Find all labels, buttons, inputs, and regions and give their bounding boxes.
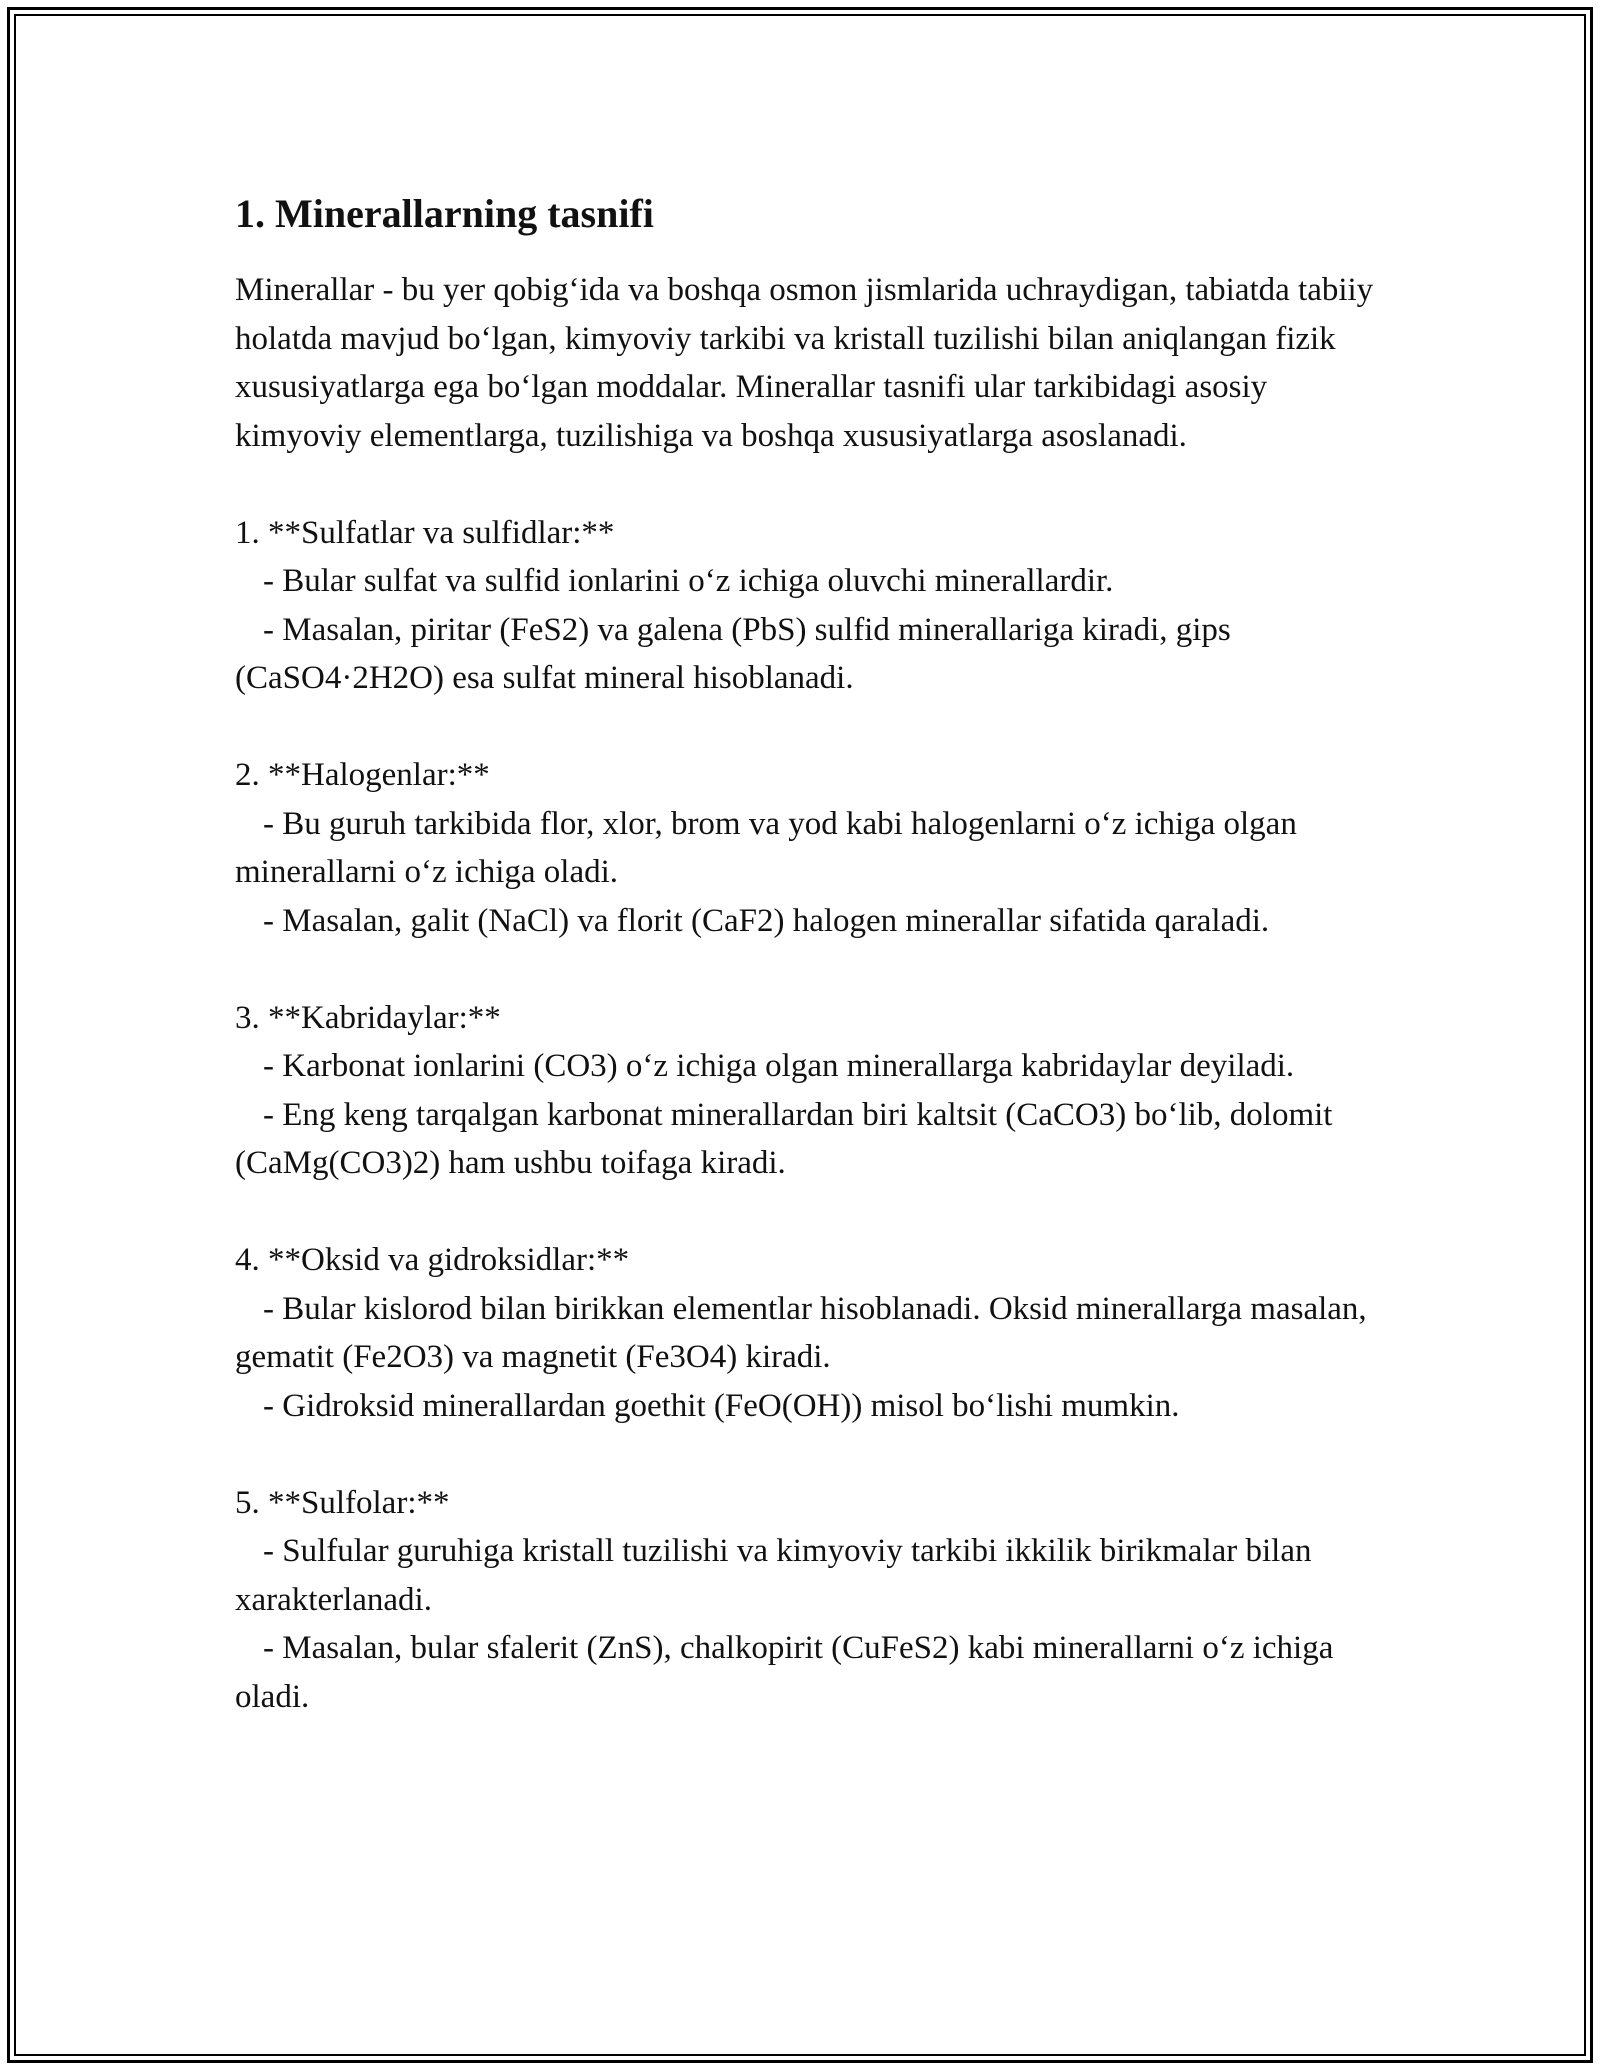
section-2 [235, 751, 1375, 945]
section-heading: 5. **Sulfolar:** [235, 1484, 450, 1521]
section-item: - Bu guruh tarkibida flor, xlor, brom va yod kabi halogenlarni o‘z ichiga olgan minerallarni o‘z ichiga oladi. [235, 805, 1297, 890]
section-heading: 4. **Oksid va gidroksidlar:** [235, 1242, 630, 1278]
section-5 [235, 1479, 1375, 1722]
spacer [235, 703, 1375, 752]
section-item: - Masalan, galit (NaCl) va florit (CaF2) halogen minerallar sifatida qaraladi. [263, 902, 1270, 939]
spacer [235, 460, 1375, 509]
section-item: - Bular sulfat va sulfid ionlarini o‘z ichiga oluvchi minerallardir. [263, 563, 1114, 599]
section-item: - Gidroksid minerallardan goethit (FeO(OH)) misol bo‘lishi mumkin. [263, 1387, 1180, 1424]
section-1 [235, 509, 1375, 703]
spacer [235, 1430, 1375, 1479]
intro-paragraph: Minerallar - bu yer qobig‘ida va boshqa osmon jismlarida uchraydigan, tabiatda tabiiy holatda mavjud bo‘lgan, kimyoviy tarkibi va kristall tuzilishi bilan aniqlangan fizik xususiyatlarga ega bo‘lgan moddalar. Minerallar tasnifi ular tarkibidagi asosiy kimyoviy elementlarga, tuzilishiga va boshqa xususiyatlarga asoslanadi. [235, 272, 1374, 454]
section-item: - Bular kislorod bilan birikkan elementlar hisoblanadi. Oksid minerallarga masalan, gematit (Fe2O3) va magnetit (Fe3O4) kiradi. [235, 1290, 1367, 1375]
section-item: - Karbonat ionlarini (CO3) o‘z ichiga olgan minerallarga kabridaylar deyiladi. [263, 1048, 1295, 1084]
spacer [235, 945, 1375, 994]
section-4 [235, 1236, 1375, 1430]
document-title: 1. Minerallarning tasnifi [235, 191, 654, 236]
section-heading: 1. **Sulfatlar va sulfidlar:** [235, 514, 615, 551]
section-item: - Eng keng tarqalgan karbonat minerallardan biri kaltsit (CaCO3) bo‘lib, dolomit (CaMg(CO3)2) ham ushbu toifaga kiradi. [235, 1096, 1333, 1181]
section-item: - Masalan, bular sfalerit (ZnS), chalkopirit (CuFeS2) kabi minerallarni o‘z ichiga oladi. [235, 1630, 1334, 1715]
section-heading: 3. **Kabridaylar:** [235, 999, 501, 1036]
section-item: - Sulfular guruhiga kristall tuzilishi va kimyoviy tarkibi ikkilik birikmalar bilan xarakterlanadi. [235, 1533, 1312, 1618]
section-heading: 2. **Halogenlar:** [235, 757, 490, 793]
document-body [235, 186, 1375, 1721]
section-3 [235, 994, 1375, 1188]
section-item: - Masalan, piritar (FeS2) va galena (PbS) sulfid minerallariga kiradi, gips (CaSO4·2H2O) esa sulfat mineral hisoblanadi. [235, 611, 1231, 696]
spacer [235, 1188, 1375, 1237]
